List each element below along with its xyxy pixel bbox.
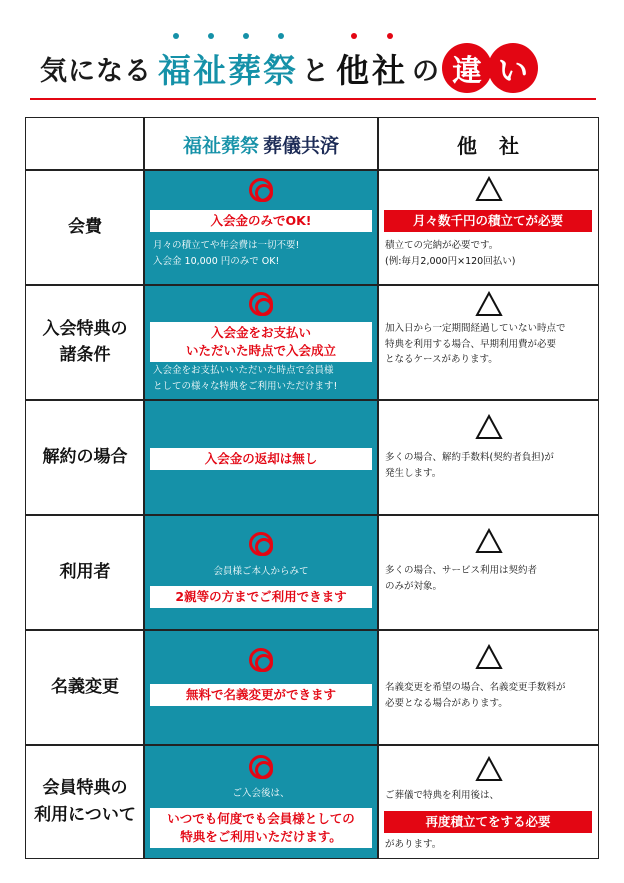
blue-detail-text: [153, 363, 377, 394]
other-detail-text: [385, 238, 595, 269]
blue-detail-text: [153, 238, 375, 269]
chigai-char-1: 違: [442, 43, 492, 93]
blue-highlight-line: いつでも何度でも会員様としての: [167, 811, 355, 826]
header-blue: [144, 118, 378, 170]
page-title: [40, 38, 538, 98]
other-detail-text: [385, 321, 597, 368]
other-detail-line: (例:毎月2,000円×120回払い): [385, 255, 516, 267]
blue-highlight-box: 2親等の方までご利用できます: [150, 586, 372, 608]
row-label-fee: [26, 170, 144, 284]
other-detail-text: [385, 680, 597, 711]
header-blue-a: 福祉葬祭: [182, 134, 259, 157]
other-detail-text: があります。: [385, 839, 442, 850]
blue-detail-line: としての様々な特典をご利用いただけます!: [153, 380, 338, 392]
row-label-line: 諸条件: [59, 345, 111, 365]
blue-highlight-box: [150, 808, 372, 848]
title-underline: [30, 98, 596, 100]
other-detail-line: 多くの場合、解約手数料(契約者負担)が: [385, 452, 554, 463]
other-detail-text: ご葬儀で特典を利用後は、: [385, 790, 500, 801]
blue-highlight-box: 入会金のみでOK!: [150, 210, 372, 232]
title-chigai: [446, 43, 538, 93]
blue-highlight-line: 入会金をお支払い: [210, 325, 311, 340]
other-highlight-box: 再度積立てをする必要: [384, 811, 592, 833]
row-label-text: 会費: [68, 216, 102, 237]
title-other: [336, 45, 408, 92]
blue-highlight-line: 特典をご利用いただけます。: [180, 829, 342, 845]
title-part-1: 気になる: [40, 55, 152, 87]
other-detail-line: 特典を利用する場合、早期利用費が必要: [385, 338, 557, 350]
emphasis-dots-red: [336, 33, 408, 39]
other-detail-text: [385, 450, 597, 481]
chigai-char-2: い: [488, 43, 538, 93]
title-brand-text: 福祉葬祭: [158, 50, 298, 90]
blue-detail-text: ご入会後は、: [232, 788, 290, 799]
row-label-text: 解約の場合: [42, 446, 128, 467]
other-detail-line: 必要となる場合があります。: [385, 697, 508, 709]
row-label-text: [43, 316, 128, 369]
other-detail-line: 発生します。: [385, 467, 442, 479]
blue-highlight-box: 入会金の返却は無し: [150, 448, 372, 470]
row-label-line: 入会特典の: [42, 318, 128, 339]
other-detail-line: となるケースがあります。: [385, 354, 498, 366]
emphasis-dots: [158, 33, 298, 39]
other-detail-line: 積立ての完納が必要です。: [385, 240, 499, 251]
other-highlight-box: 月々数千円の積立てが必要: [384, 210, 592, 232]
row-label-line: 会員特典の: [42, 778, 128, 799]
title-part-3: と: [302, 55, 330, 87]
blue-highlight-line: いただいた時点で入会成立: [185, 343, 336, 359]
row-label-user: [26, 515, 144, 629]
row-label-name-change: [26, 630, 144, 744]
double-circle-icon: [249, 755, 273, 779]
row-label-cancellation: [26, 400, 144, 514]
row-label-benefit-usage: [26, 745, 144, 858]
double-circle-icon: [249, 178, 273, 202]
other-detail-text: [385, 563, 597, 594]
row-label-text: 名義変更: [51, 676, 119, 697]
header-blue-b: 葬儀共済: [263, 134, 340, 157]
blue-highlight-box: [150, 322, 372, 362]
comparison-table: [25, 117, 599, 859]
other-detail-line: 名義変更を希望の場合、名義変更手数料が: [385, 682, 566, 693]
row-label-text: [34, 775, 136, 828]
row-label-line: 利用について: [34, 804, 136, 825]
blue-detail-text: 会員様ご本人からみて: [213, 566, 309, 577]
row-label-benefit-conditions: [26, 285, 144, 399]
double-circle-icon: [249, 532, 273, 556]
other-detail-line: のみが対象。: [385, 580, 443, 592]
title-area: [0, 0, 624, 110]
other-detail-line: 加入日から一定期間経過していない時点で: [385, 323, 566, 334]
title-brand: [158, 45, 298, 92]
blue-detail-line: 入会金 10,000 円のみで OK!: [153, 255, 280, 267]
double-circle-icon: [249, 648, 273, 672]
vline-2: [377, 118, 379, 858]
title-part-5: の: [412, 55, 440, 87]
double-circle-icon: [249, 292, 273, 316]
header-other: 他社: [457, 133, 541, 158]
row-label-text: 利用者: [59, 561, 111, 582]
title-other-text: 他社: [336, 50, 408, 90]
blue-detail-line: 月々の積立てや年会費は一切不要!: [153, 240, 300, 251]
other-detail-line: 多くの場合、サービス利用は契約者: [385, 565, 538, 576]
blue-highlight-box: 無料で名義変更ができます: [150, 684, 372, 706]
blue-detail-line: 入会金をお支払いいただいた時点で会員様: [153, 365, 334, 376]
